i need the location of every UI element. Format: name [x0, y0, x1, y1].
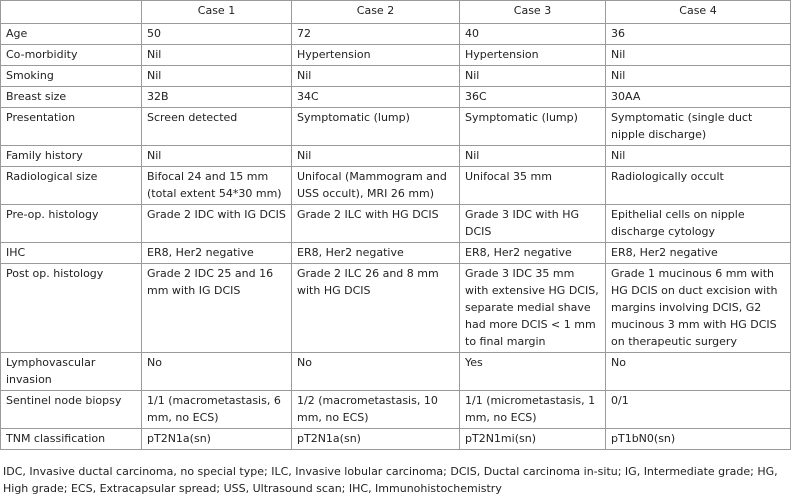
- row-label: Family history: [1, 146, 142, 167]
- row-label: TNM classification: [1, 429, 142, 450]
- table-cell: Grade 3 IDC 35 mm with extensive HG DCIS, separate medial shave had more DCIS < 1 mm to final margin: [460, 264, 606, 353]
- table-cell: 30AA: [606, 87, 791, 108]
- table-cell: Grade 3 IDC with HG DCIS: [460, 205, 606, 243]
- table-cell: Nil: [460, 146, 606, 167]
- table-cell: ER8, Her2 negative: [606, 243, 791, 264]
- table-cell: 34C: [292, 87, 460, 108]
- table-cell: 1/1 (macrometastasis, 6 mm, no ECS): [142, 391, 292, 429]
- table-row: [1, 45, 791, 66]
- table-row: [1, 391, 791, 429]
- row-label: Sentinel node biopsy: [1, 391, 142, 429]
- table-cell: Grade 2 ILC with HG DCIS: [292, 205, 460, 243]
- table-cell: Unifocal 35 mm: [460, 167, 606, 205]
- table-cell: Nil: [606, 45, 791, 66]
- row-label: Age: [1, 24, 142, 45]
- table-cell: Hypertension: [460, 45, 606, 66]
- table-cell: Radiologically occult: [606, 167, 791, 205]
- table-cell: Symptomatic (single duct nipple discharge): [606, 108, 791, 146]
- table-cell: 50: [142, 24, 292, 45]
- table-cell: Screen detected: [142, 108, 292, 146]
- table-cell: ER8, Her2 negative: [460, 243, 606, 264]
- table-cell: ER8, Her2 negative: [142, 243, 292, 264]
- row-label: Smoking: [1, 66, 142, 87]
- table-cell: Symptomatic (lump): [292, 108, 460, 146]
- table-cell: pT2N1mi(sn): [460, 429, 606, 450]
- row-label: Lymphovascular invasion: [1, 353, 142, 391]
- table-body: [1, 24, 791, 450]
- table-cell: 0/1: [606, 391, 791, 429]
- table-cell: Hypertension: [292, 45, 460, 66]
- table-cell: Grade 2 ILC 26 and 8 mm with HG DCIS: [292, 264, 460, 353]
- table-row: [1, 87, 791, 108]
- table-cell: Epithelial cells on nipple discharge cytology: [606, 205, 791, 243]
- table-cell: Nil: [142, 66, 292, 87]
- row-label: Post op. histology: [1, 264, 142, 353]
- row-label: Pre-op. histology: [1, 205, 142, 243]
- table-cell: pT2N1a(sn): [142, 429, 292, 450]
- table-row: [1, 66, 791, 87]
- row-label: Co-morbidity: [1, 45, 142, 66]
- table-cell: Nil: [606, 146, 791, 167]
- table-row: [1, 353, 791, 391]
- table-cell: Nil: [292, 66, 460, 87]
- table-cell: Unifocal (Mammogram and USS occult), MRI 26 mm): [292, 167, 460, 205]
- table-cell: Nil: [292, 146, 460, 167]
- table-header-row: [1, 1, 791, 24]
- table-cell: Grade 2 IDC with IG DCIS: [142, 205, 292, 243]
- table-cell: 36: [606, 24, 791, 45]
- table-row: [1, 243, 791, 264]
- header-cell-case-3: Case 3: [460, 1, 606, 24]
- table-cell: Grade 1 mucinous 6 mm with HG DCIS on duct excision with margins involving DCIS, G2 mucinous 3 mm with HG DCIS on therapeutic surgery: [606, 264, 791, 353]
- table-cell: Nil: [142, 146, 292, 167]
- row-label: Radiological size: [1, 167, 142, 205]
- table-row: [1, 264, 791, 353]
- table-row: [1, 24, 791, 45]
- table-cell: No: [292, 353, 460, 391]
- table-row: [1, 205, 791, 243]
- table-row: [1, 429, 791, 450]
- header-cell-case-1: Case 1: [142, 1, 292, 24]
- table-cell: ER8, Her2 negative: [292, 243, 460, 264]
- table-row: [1, 167, 791, 205]
- table-cell: 40: [460, 24, 606, 45]
- table-cell: 1/2 (macrometastasis, 10 mm, no ECS): [292, 391, 460, 429]
- table-cell: Nil: [460, 66, 606, 87]
- table-cell: Symptomatic (lump): [460, 108, 606, 146]
- table-cell: No: [606, 353, 791, 391]
- table-cell: 36C: [460, 87, 606, 108]
- row-label: IHC: [1, 243, 142, 264]
- table-cell: pT1bN0(sn): [606, 429, 791, 450]
- table-cell: Nil: [606, 66, 791, 87]
- table-cell: Nil: [142, 45, 292, 66]
- table-cell: pT2N1a(sn): [292, 429, 460, 450]
- table-cell: Grade 2 IDC 25 and 16 mm with IG DCIS: [142, 264, 292, 353]
- table-cell: 72: [292, 24, 460, 45]
- table-footnote: IDC, Invasive ductal carcinoma, no special type; ILC, Invasive lobular carcinoma; DCIS, Ductal carcinoma in-situ; IG, Intermediate grade; HG, High grade; ECS, Extracapsular spread; USS, Ultrasound scan; IHC, Immunohistochemistry: [3, 465, 778, 495]
- header-cell-blank: [1, 1, 142, 24]
- header-cell-case-2: Case 2: [292, 1, 460, 24]
- table-row: [1, 146, 791, 167]
- table-cell: 32B: [142, 87, 292, 108]
- table-cell: Bifocal 24 and 15 mm (total extent 54*30 mm): [142, 167, 292, 205]
- table-cell: Yes: [460, 353, 606, 391]
- table-cell: 1/1 (micrometastasis, 1 mm, no ECS): [460, 391, 606, 429]
- table-cell: No: [142, 353, 292, 391]
- row-label: Breast size: [1, 87, 142, 108]
- header-cell-case-4: Case 4: [606, 1, 791, 24]
- row-label: Presentation: [1, 108, 142, 146]
- table-row: [1, 108, 791, 146]
